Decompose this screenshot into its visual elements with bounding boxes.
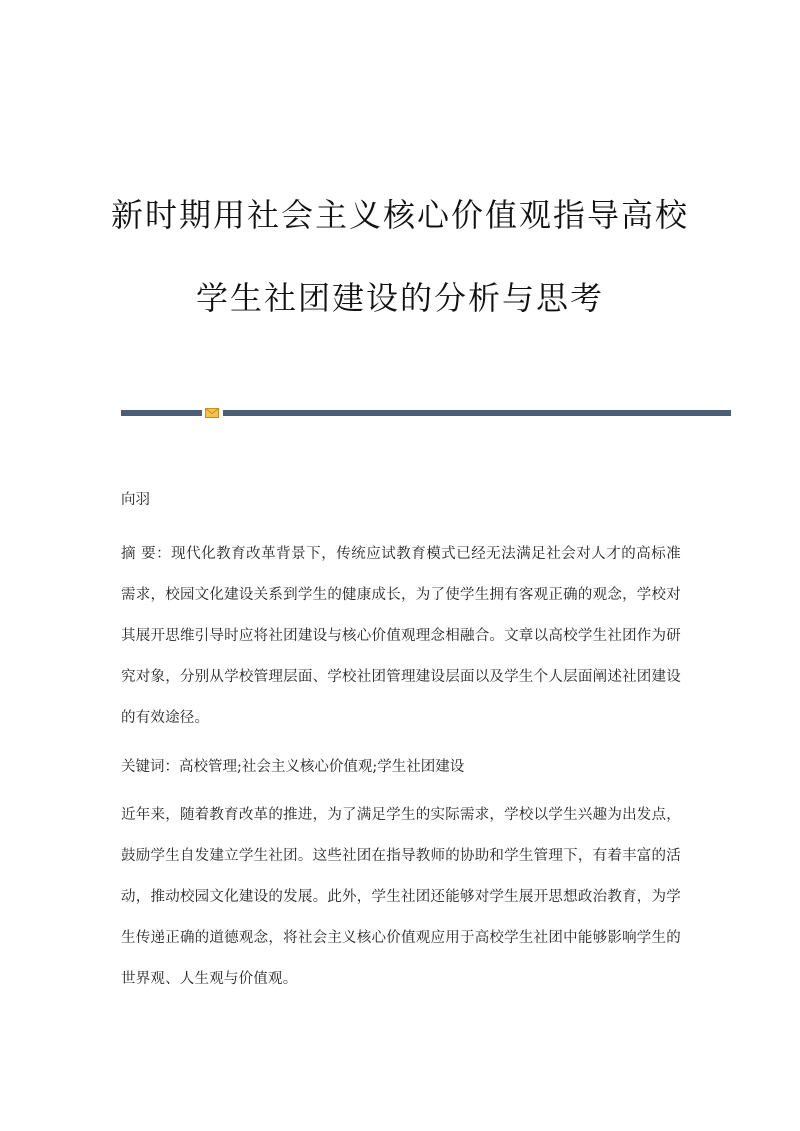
divider-bar-left [121,410,202,416]
keywords-line [121,747,681,788]
envelope-icon [205,408,219,418]
divider-bar-right [223,410,731,416]
keywords-text: 高校管理;社会主义核心价值观;学生社团建设 [179,759,465,775]
page-title-line-2: 学生社团建设的分析与思考 [195,279,604,317]
title-divider [121,408,731,417]
page-title-line-1: 新时期用社会主义核心价值观指导高校 [110,196,689,234]
abstract-text: 现代化教育改革背景下，传统应试教育模式已经无法满足社会对人才的高标准需求，校园文化建设关系到学生的健康成长，为了使学生拥有客观正确的观念，学校对其展开思维引导时应将社团建设与核心价值观理念相融合。文章以高校学生社团作为研究对象，分别从学校管理层面、学校社团管理建设层面以及学生个人层面阐述社团建设的有效途径。 [121,546,681,726]
abstract-label: 摘 要： [121,546,172,562]
keywords-label: 关键词： [121,759,179,775]
author-name: 向羽 [121,492,150,508]
intro-paragraph: 近年来，随着教育改革的推进，为了满足学生的实际需求，学校以学生兴趣为出发点，鼓励学生自发建立学生社团。这些社团在指导教师的协助和学生管理下，有着丰富的活动，推动校园文化建设的发展。此外，学生社团还能够对学生展开思想政治教育，为学生传递正确的道德观念，将社会主义核心价值观应用于高校学生社团中能够影响学生的世界观、人生观与价值观。 [121,807,681,987]
abstract-paragraph [121,534,681,739]
